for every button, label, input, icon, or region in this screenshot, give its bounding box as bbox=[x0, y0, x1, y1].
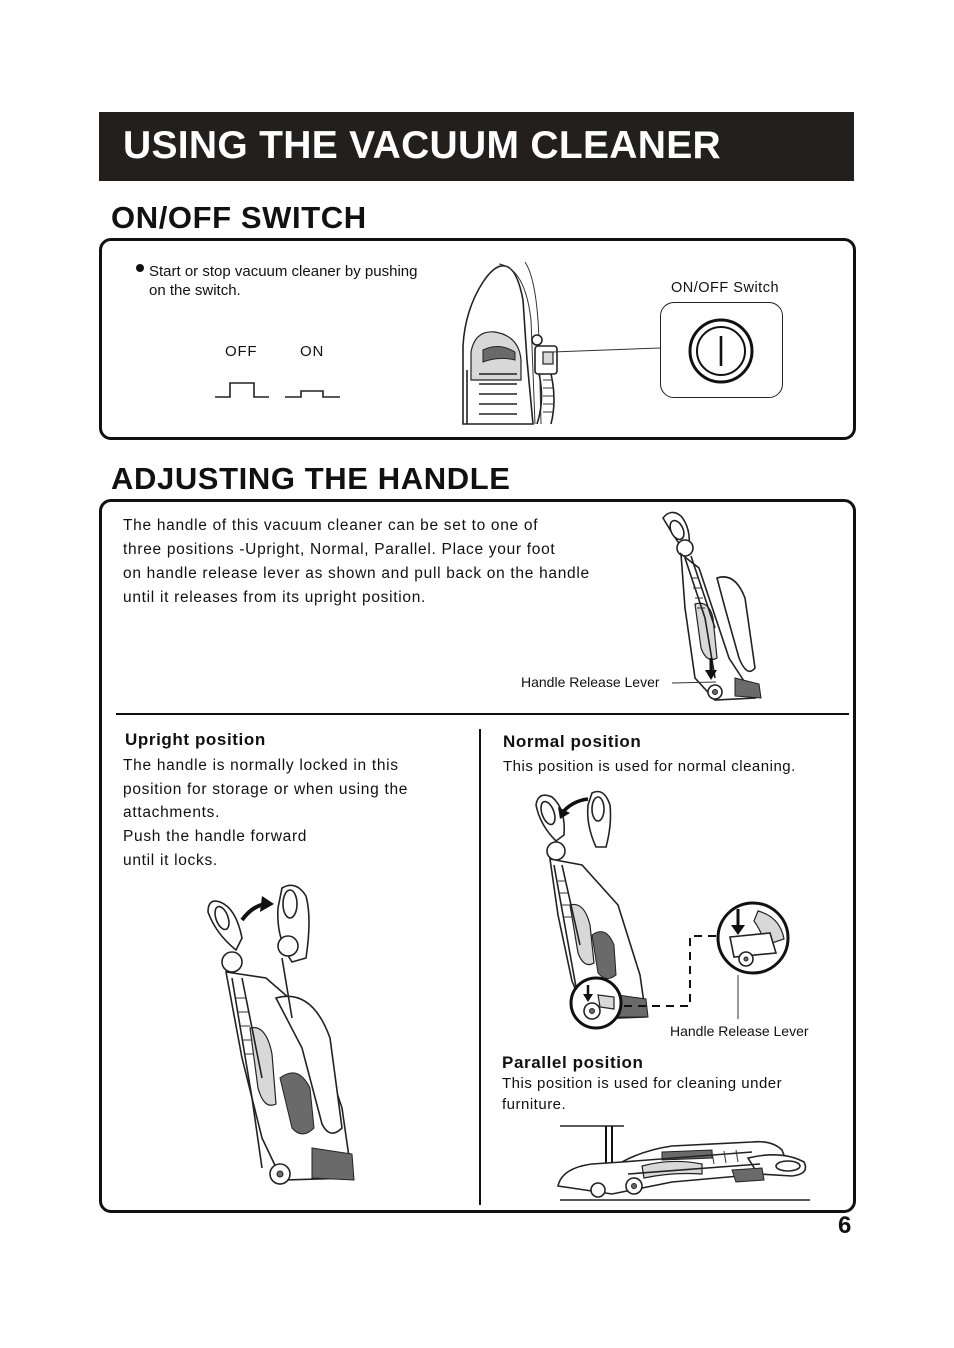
normal-title: Normal position bbox=[503, 732, 642, 751]
off-label: OFF bbox=[225, 343, 258, 360]
bullet-icon bbox=[136, 264, 144, 272]
onoff-heading: ON/OFF SWITCH bbox=[111, 200, 367, 235]
switch-state-icon bbox=[213, 378, 343, 402]
panel-divider-vertical bbox=[479, 729, 481, 1205]
vacuum-parallel-illustration-icon bbox=[552, 1122, 814, 1206]
handle-heading: ADJUSTING THE HANDLE bbox=[111, 461, 511, 496]
vacuum-upright-illustration-icon bbox=[202, 878, 362, 1190]
release-lever-label: Handle Release Lever bbox=[521, 674, 660, 690]
parallel-line1: This position is used for cleaning under bbox=[502, 1075, 783, 1092]
upright-line4: Push the handle forward bbox=[123, 828, 308, 845]
parallel-title: Parallel position bbox=[502, 1053, 644, 1072]
handle-intro-line2: three positions -Upright, Normal, Parallel. Place your foot bbox=[123, 541, 556, 558]
normal-release-callout-line bbox=[735, 975, 741, 1021]
title-bar bbox=[99, 112, 854, 181]
upright-line1: The handle is normally locked in this bbox=[123, 757, 399, 774]
page-number: 6 bbox=[838, 1212, 852, 1239]
upright-title: Upright position bbox=[125, 730, 266, 749]
wheel-detail-icon bbox=[568, 975, 624, 1031]
power-icon bbox=[688, 318, 754, 384]
detail-dashed-connector bbox=[620, 930, 726, 1012]
vacuum-release-illustration-icon bbox=[655, 508, 775, 704]
upright-line5: until it locks. bbox=[123, 852, 218, 869]
handle-intro-line3: on handle release lever as shown and pull back on the handle bbox=[123, 565, 590, 582]
switch-callout-line bbox=[550, 340, 662, 360]
onoff-switch-caption: ON/OFF Switch bbox=[671, 280, 780, 296]
parallel-line2: furniture. bbox=[502, 1096, 567, 1113]
panel-divider-horizontal bbox=[116, 713, 849, 715]
normal-release-lever-label: Handle Release Lever bbox=[670, 1023, 809, 1039]
upright-line3: attachments. bbox=[123, 804, 221, 821]
onoff-instruction-line1: Start or stop vacuum cleaner by pushing bbox=[149, 263, 418, 280]
page-title: USING THE VACUUM CLEANER bbox=[123, 124, 721, 167]
on-label: ON bbox=[300, 343, 325, 360]
onoff-instruction-line2: on the switch. bbox=[149, 282, 241, 299]
upright-line2: position for storage or when using the bbox=[123, 781, 409, 798]
handle-intro-line4: until it releases from its upright position. bbox=[123, 589, 427, 606]
release-lever-detail-icon bbox=[714, 899, 792, 977]
normal-text: This position is used for normal cleaning. bbox=[503, 758, 796, 775]
release-lever-callout-line bbox=[672, 678, 718, 688]
handle-intro-line1: The handle of this vacuum cleaner can be set to one of bbox=[123, 517, 539, 534]
